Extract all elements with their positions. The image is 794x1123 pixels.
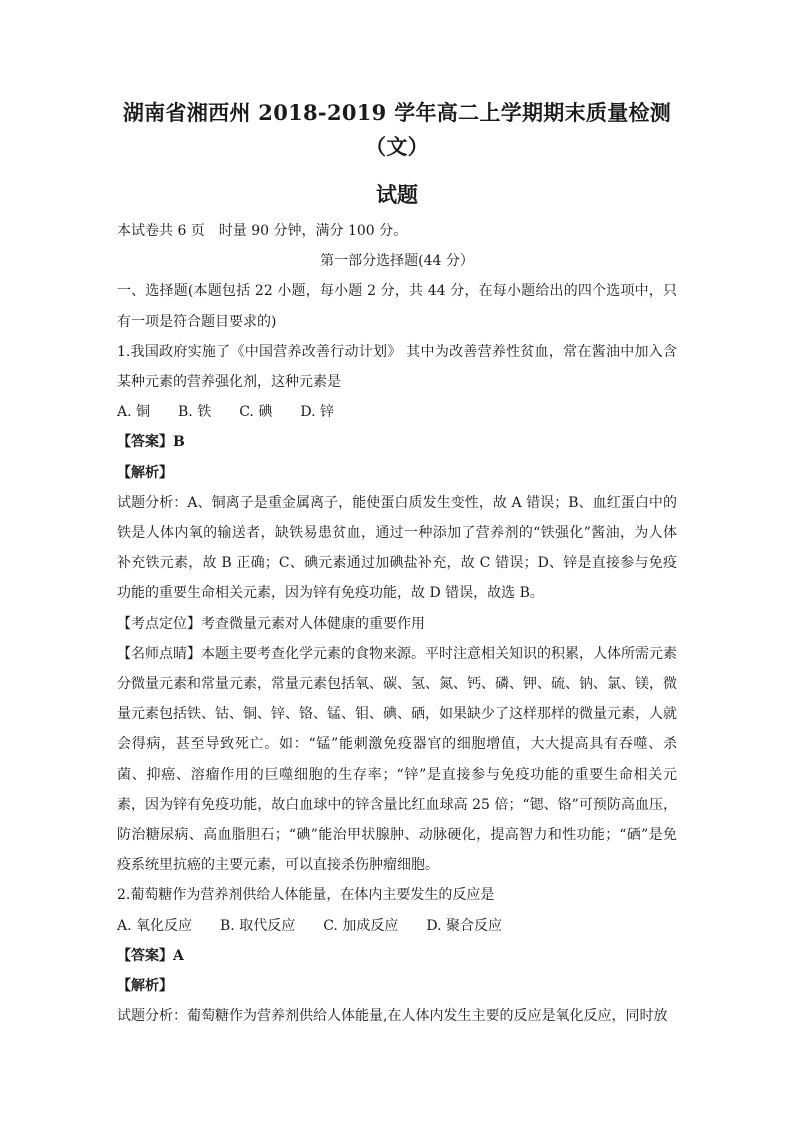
- option-d: D. 锌: [300, 404, 334, 421]
- analysis-label: 【解析】: [117, 978, 173, 995]
- analysis-text: 试题分析：葡萄糖作为营养剂供给人体能量,在人体内发生主要的反应是氧化反应，同时放: [117, 1008, 668, 1025]
- analysis-label: 【解析】: [117, 464, 173, 481]
- question-options: [117, 911, 677, 941]
- section-instructions: 一、选择题(本题包括 22 小题，每小题 2 分，共 44 分，在每小题给出的四个选项中，只有一项是符合题目要求的): [117, 283, 677, 330]
- question-stem: 2.葡萄糖作为营养剂供给人体能量，在体内主要发生的反应是: [117, 887, 495, 904]
- answer-label: 【答案】A: [117, 947, 184, 964]
- option-b: B. 取代反应: [220, 917, 296, 934]
- option-c: C. 碘: [239, 404, 273, 421]
- question-1: [117, 337, 677, 881]
- mingshi-text: 【名师点睛】本题主要考查化学元素的食物来源。平时注意相关知识的积累，人体所需元素分微量元素和常量元素，常量元素包括氧、碳、氢、氮、钙、磷、钾、硫、钠、氯、镁，微量元素包括铁、钴、铜、锌、铬、锰、钼、碘、硒，如果缺少了这样那样的微量元素，人就会得病，甚至导致死亡。如：“锰”能刺激免疫器官的细胞增值，大大提高具有吞噬、杀菌、抑癌、溶瘤作用的巨噬细胞的生存率；“锌”是直接参与免疫功能的重要生命相关元素，因为锌有免疫功能，故白血球中的锌含量比红血球高 25 倍；“锶、铬”可预防高血压，防治糖尿病、高血脂胆石；“碘”能治甲状腺肿、动脉硬化，提高智力和性功能；“硒”是免疫系统里抗癌的主要元素，可以直接杀伤肿瘤细胞。: [117, 645, 677, 874]
- option-a: A. 氧化反应: [117, 917, 193, 934]
- option-c: C. 加成反应: [323, 917, 399, 934]
- question-options: [117, 397, 677, 427]
- document-title-line2: 试题: [376, 182, 418, 207]
- question-2: [117, 880, 677, 1031]
- part1-heading: 第一部分选择题(44 分）: [320, 253, 474, 270]
- question-stem: 1.我国政府实施了《中国营养改善行动计划》 其中为改善营养性贫血，常在酱油中加入含某种元素的营养强化剂，这种元素是: [117, 343, 677, 391]
- option-b: B. 铁: [178, 404, 212, 421]
- option-a: A. 铜: [117, 404, 151, 421]
- document-title: 湖南省湘西州 2018-2019 学年高二上学期期末质量检测（文）: [122, 100, 672, 159]
- exam-intro: 本试卷共 6 页 时量 90 分钟，满分 100 分。: [117, 223, 408, 239]
- kaodian-text: 【考点定位】考查微量元素对人体健康的重要作用: [117, 615, 425, 632]
- analysis-text: 试题分析：A、铜离子是重金属离子，能使蛋白质发生变性，故 A 错误；B、血红蛋白中的铁是人体内氧的输送者，缺铁易患贫血，通过一种添加了营养剂的“铁强化”酱油，为人体补充铁元素，故 B 正确；C、碘元素通过加碘盐补充，故 C 错误；D、锌是直接参与免疫功能的重要生命相关元素，因为锌有免疫功能，故 D 错误，故选 B。: [117, 494, 677, 602]
- answer-label: 【答案】B: [117, 434, 185, 451]
- option-d: D. 聚合反应: [426, 917, 502, 934]
